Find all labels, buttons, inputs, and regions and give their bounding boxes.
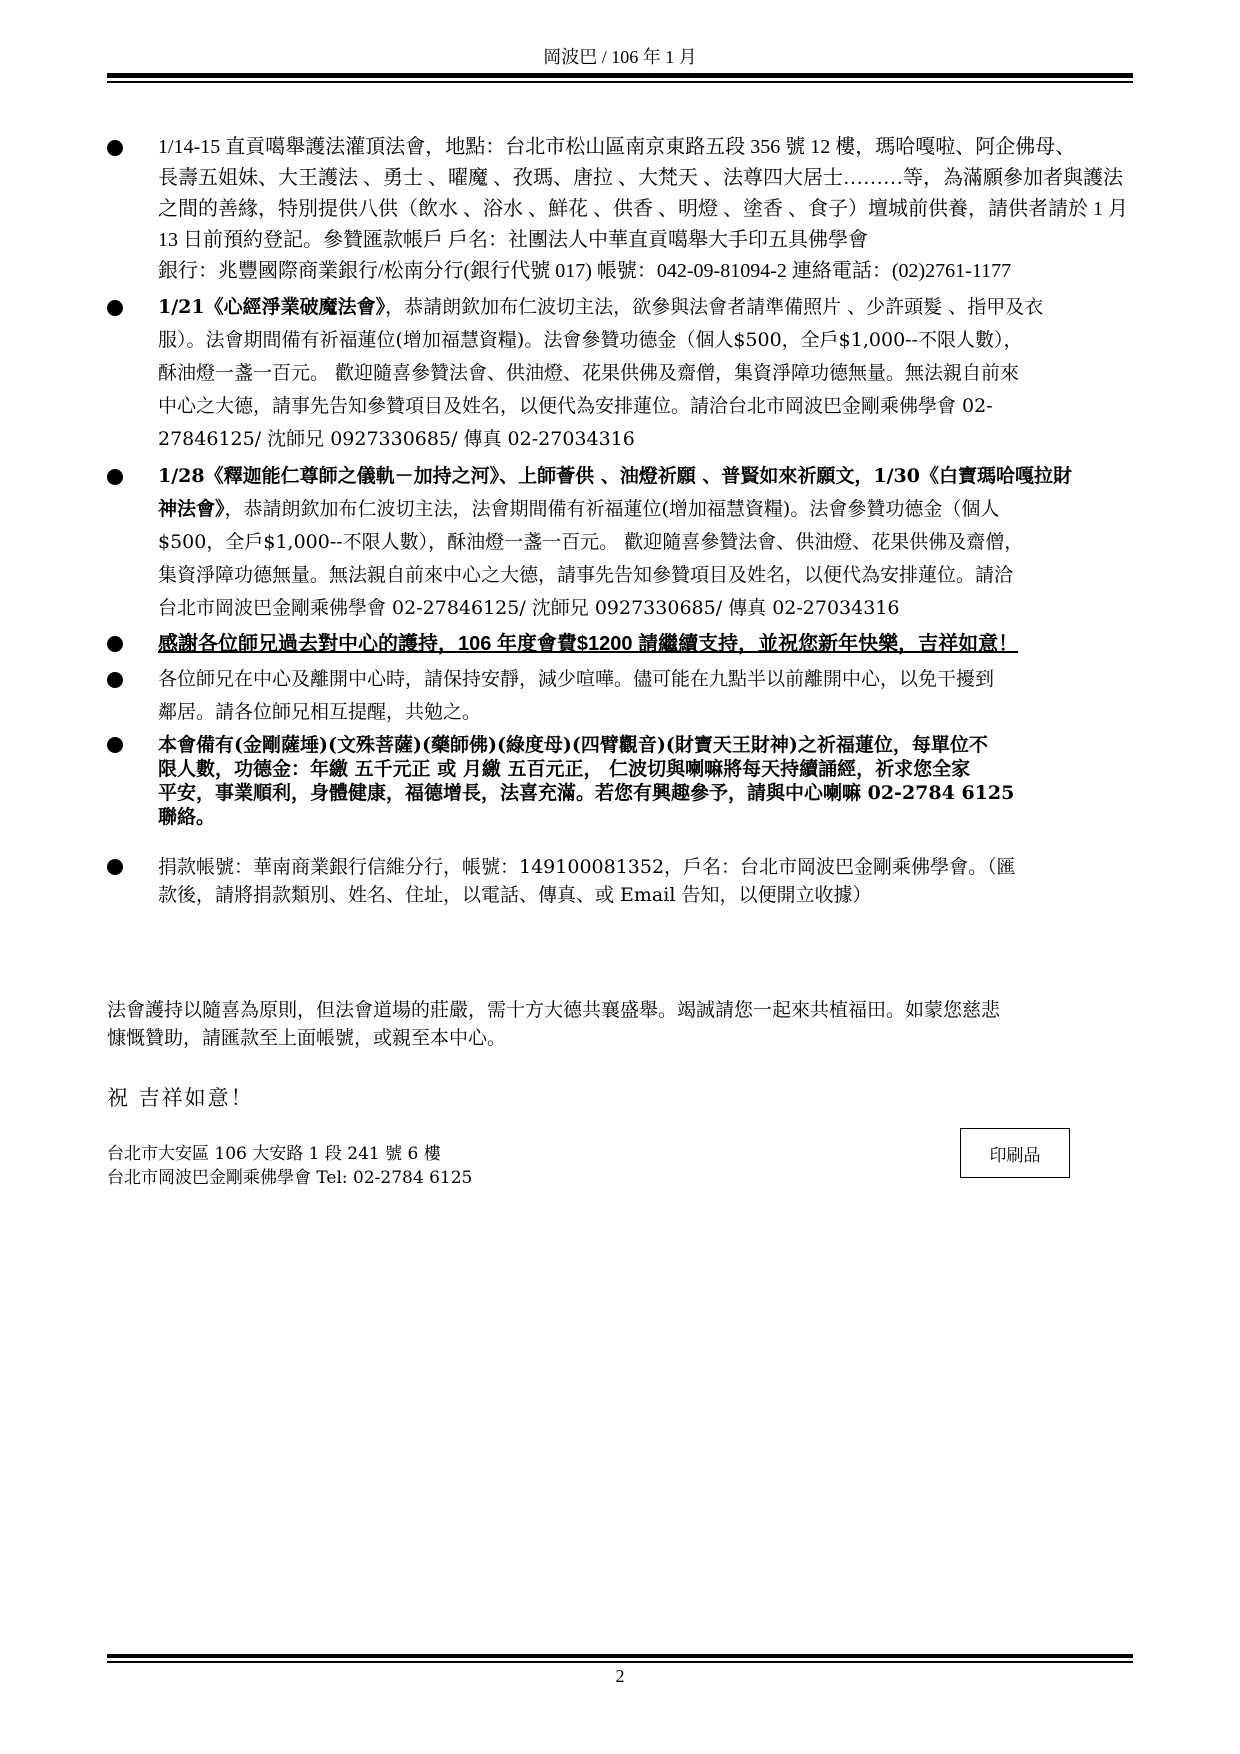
bullet-icon [107,737,123,753]
bullet-icon [107,859,123,875]
item-line: 銀行：兆豐國際商業銀行/松南分行(銀行代號 017) 帳號：042-09-81094-2 連絡電話：(02)2761-1177 [158,260,1012,282]
list-item-empowerment [107,132,1167,287]
header-rule-thin [107,81,1133,83]
item-line: 感謝各位師兄過去對中心的護持，106 年度會費$1200 請繼續支持，並祝您新年快樂，吉祥如意！ [158,633,1019,655]
item-line: 捐款帳號：華南商業銀行信維分行，帳號：149100081352，戶名：台北市岡波巴金剛乘佛學會。（匯 [158,856,1016,878]
printed-matter-label: 印刷品 [960,1128,1070,1178]
item-line: 平安，事業順利，身體健康，福德增長，法喜充滿。若您有興趣參予，請與中心喇嘛 02-2784 6125 [158,782,1015,804]
header-rule-thick [107,73,1133,78]
item-line: 鄰居。請各位師兄相互提醒，共勉之。 [158,701,482,723]
item-line: 13 日前預約登記。參贊匯款帳戶 戶名：社團法人中華直貢噶舉大手印五具佛學會 [158,229,868,251]
item-line: 各位師兄在中心及離開中心時，請保持安靜，減少喧嘩。儘可能在九點半以前離開中心，以免干擾到 [158,668,995,690]
item-line: 集資淨障功德無量。無法親自前來中心之大德，請事先告知參贊項目及姓名，以便代為安排蓮位。請洽 [158,564,1014,586]
item-line: 聯絡。 [158,806,216,828]
address-line: 台北市大安區 106 大安路 1 段 241 號 6 樓 [107,1144,441,1164]
closing-line: 慷慨贊助，請匯款至上面帳號，或親至本中心。 [107,1027,507,1049]
item-line: 中心之大德，請事先告知參贊項目及姓名，以便代為安排蓮位。請洽台北市岡波巴金剛乘佛學會 02- [158,395,993,417]
item-lead: 1/28《釋迦能仁尊師之儀軌－加持之河》 [158,465,500,487]
item-line: 本會備有(金剛薩埵)(文殊菩薩)(藥師佛)(綠度母)(四臂觀音)(財寶天王財神)之祈福蓮位，每單位不 [158,734,988,756]
item-lead-mid: 、上師薈供 、油燈祈願 、普賢如來祈願文， [499,465,874,487]
bullet-icon [107,300,123,316]
item-lead-b: 1/30《白寶瑪哈嘎拉財 [873,465,1072,487]
list-item-quiet-notice [107,663,1167,729]
list-item-heart-sutra [107,291,1167,456]
item-lead: 1/21《心經淨業破魔法會》 [158,296,386,318]
closing-wish: 祝 吉祥如意！ [107,1086,254,1110]
item-line: ，恭請朗欽加布仁波切主法，欲參與法會者請準備照片 、少許頭髮 、指甲及衣 [385,296,1044,318]
closing-line: 法會護持以隨喜為原則，但法會道場的莊嚴，需十方大德共襄盛舉。竭誠請您一起來共植福田。如蒙您慈悲 [107,999,1001,1021]
closing-paragraph [107,996,1167,1052]
item-line: 之間的善緣，特別提供八供（飲水 、浴水 、鮮花 、供香 、明燈 、塗香 、食子）壇城前供養，請供者請於 1 月 [158,198,1128,220]
item-line: 1/14-15 直貢噶舉護法灌頂法會，地點：台北市松山區南京東路五段 356 號 12 樓，瑪哈嘎啦、阿企佛母、 [158,136,1076,158]
item-line: 酥油燈一盞一百元。 歡迎隨喜參贊法會、供油燈、花果供佛及齋僧，集資淨障功德無量。無法親自前來 [158,362,1020,384]
item-lead-c: 神法會》 [158,498,225,520]
item-line: 限人數，功德金：年繳 五千元正 或 月繳 五百元正， 仁波切與喇嘛將每天持續誦經，祈求您全家 [158,758,971,780]
list-item-thanks [107,629,1167,659]
item-line: $500，全戶$1,000--不限人數），酥油燈一盞一百元。 歡迎隨喜參贊法會、供油燈、花果供佛及齋僧， [158,531,1024,553]
bullet-icon [107,140,123,156]
footer-rule-thin [107,1661,1133,1663]
item-line: 長壽五姐妹、大王護法 、勇士 、曜魔 、孜瑪、唐拉 、大梵天 、法尊四大居士………等，為滿願參加者與護法 [158,167,1123,189]
item-line: 款後，請將捐款類別、姓名、住址，以電話、傳真、或 Email 告知，以便開立收據） [158,884,872,906]
list-item-blessing-lotus [107,733,1167,829]
item-line: ，恭請朗欽加布仁波切主法，法會期間備有祈福蓮位(增加福慧資糧)。法會參贊功德金（個人 [224,498,1000,520]
bullet-icon [107,672,123,688]
list-item-shakyamuni [107,460,1167,625]
page-number: 2 [615,1666,625,1686]
announcement-list [107,132,1167,929]
item-line: 台北市岡波巴金剛乘佛學會 02-27846125/ 沈師兄 0927330685/ 傳真 02-27034316 [158,597,900,619]
sender-address [107,1142,472,1190]
item-line: 27846125/ 沈師兄 0927330685/ 傳真 02-27034316 [158,428,635,450]
bullet-icon [107,636,123,652]
bullet-icon [107,469,123,485]
list-item-donation-account [107,853,1167,909]
page-header-title: 岡波巴 / 106 年 1 月 [543,47,697,67]
address-line: 台北市岡波巴金剛乘佛學會 Tel: 02-2784 6125 [107,1168,473,1188]
footer-rule-thick [107,1654,1133,1658]
item-line: 服）。法會期間備有祈福蓮位(增加福慧資糧)。法會參贊功德金（個人$500，全戶$1,000--不限人數）， [158,329,1023,351]
